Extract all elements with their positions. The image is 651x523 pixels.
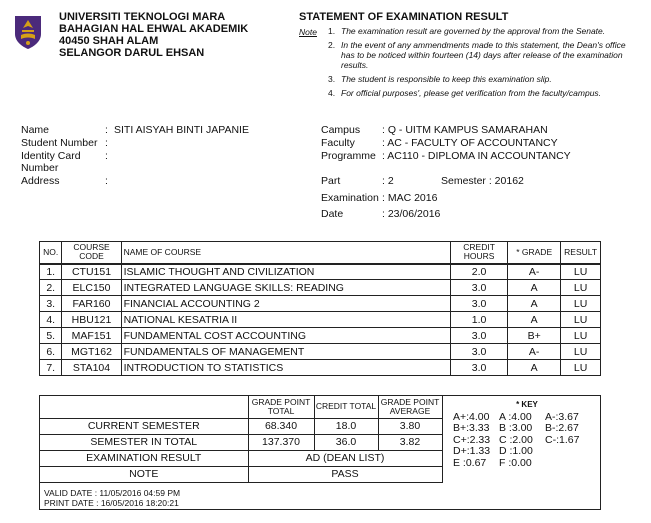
course-code: HBU121 [62,312,121,328]
course-name: FUNDAMENTAL COST ACCOUNTING [121,328,450,344]
dates-block [44,488,180,508]
current-gp-total: 68.340 [248,418,314,434]
course-credit: 3.0 [451,296,508,312]
note-item: 1. The examination result are governed by the approval from the Senate. [328,26,606,36]
course-no: 1. [40,264,62,280]
print-date: PRINT DATE : 16/05/2016 18:20:21 [44,498,179,508]
university-line: BAHAGIAN HAL EHWAL AKADEMIK [59,23,249,35]
name-label: Name [21,124,50,136]
header-no: NO. [40,242,62,264]
examination-label: Examination [321,192,379,204]
course-no: 6. [40,344,62,360]
course-name: FUNDAMENTALS OF MANAGEMENT [121,344,450,360]
course-code: ELC150 [62,280,121,296]
summary-blank-header [40,396,248,418]
table-row [40,296,601,312]
course-grade: B+ [508,328,561,344]
current-gpa: 3.80 [378,418,442,434]
colon: : [105,124,108,136]
course-grade: A- [508,344,561,360]
courses-table [39,241,601,376]
course-name: FINANCIAL ACCOUNTING 2 [121,296,450,312]
course-result: LU [561,280,601,296]
current-semester-row [40,418,442,434]
course-code: MGT162 [62,344,121,360]
course-no: 3. [40,296,62,312]
courses-header-row [40,242,601,264]
course-result: LU [561,344,601,360]
course-grade: A [508,360,561,376]
course-name: ISLAMIC THOUGHT AND CIVILIZATION [121,264,450,280]
semester-total-row [40,434,442,450]
course-credit: 3.0 [451,280,508,296]
student-number-label: Student Number [21,137,98,149]
part-label: Part [321,175,341,187]
course-result: LU [561,296,601,312]
course-code: CTU151 [62,264,121,280]
total-cgpa: 3.82 [378,434,442,450]
course-credit: 1.0 [451,312,508,328]
key-row: A+:4.00 A :4.00 A-:3.67 [453,410,579,423]
course-grade: A [508,280,561,296]
colon: : [105,137,108,149]
course-no: 4. [40,312,62,328]
course-result: LU [561,264,601,280]
total-credit-total: 36.0 [314,434,378,450]
note-label-cell: NOTE [40,466,248,482]
summary-table [40,396,443,483]
course-no: 7. [40,360,62,376]
table-row [40,344,601,360]
exam-result-value: AD (DEAN LIST) [248,450,442,466]
course-name: INTEGRATED LANGUAGE SKILLS: READING [121,280,450,296]
note-value: PASS [248,466,442,482]
identity-card-label-2: Number [21,162,59,174]
course-credit: 3.0 [451,360,508,376]
university-address [59,11,248,59]
course-code: STA104 [62,360,121,376]
key-row: C+:2.33 C :2.00 C-:1.67 [453,433,580,446]
key-row: D+:1.33 D :1.00 [453,445,533,457]
part-value: : 2 [382,175,394,187]
course-name: NATIONAL KESATRIA II [121,312,450,328]
note-item: 3. The student is responsible to keep this examination slip. [328,74,552,84]
summary-box [39,395,601,510]
header-grade: * GRADE [508,242,561,264]
university-line: SELANGOR DARUL EHSAN [59,47,205,59]
course-result: LU [561,328,601,344]
examination-value: : MAC 2016 [382,192,438,204]
header-credit-hours: CREDIT HOURS [451,242,508,264]
total-gp-total: 137.370 [248,434,314,450]
note-item: 4. For official purposes', please get verification from the faculty/campus. [328,88,602,98]
course-result: LU [561,312,601,328]
key-row: B+:3.33 B :3.00 B-:2.67 [453,422,579,434]
name-value: SITI AISYAH BINTI JAPANIE [114,124,249,136]
semester-total-label: SEMESTER IN TOTAL [40,434,248,450]
exam-result-label: EXAMINATION RESULT [40,450,248,466]
header-grade-point-average: GRADE POINT AVERAGE [378,396,442,418]
course-credit: 3.0 [451,328,508,344]
course-name: INTRODUCTION TO STATISTICS [121,360,450,376]
course-grade: A- [508,264,561,280]
table-row [40,360,601,376]
date-label: Date [321,208,344,220]
faculty-value: : AC - FACULTY OF ACCOUNTANCY [382,137,558,149]
header-course-name: NAME OF COURSE [121,242,450,264]
grade-key [453,399,601,469]
faculty-label: Faculty [321,137,355,149]
course-credit: 3.0 [451,344,508,360]
course-credit: 2.0 [451,264,508,280]
current-semester-label: CURRENT SEMESTER [40,418,248,434]
table-row [40,312,601,328]
colon: : [105,175,108,187]
programme-label: Programme [321,150,376,162]
key-title: * KEY [516,400,538,409]
uitm-logo [13,14,43,50]
table-row [40,328,601,344]
address-label: Address [21,175,60,187]
current-credit-total: 18.0 [314,418,378,434]
semester-label: Semester : 20162 [441,175,524,187]
statement-title: STATEMENT OF EXAMINATION RESULT [299,11,509,23]
university-line: 40450 SHAH ALAM [59,35,159,47]
key-row: E :0.67 F :0.00 [453,456,532,469]
course-no: 2. [40,280,62,296]
identity-card-label: Identity Card [21,150,81,162]
table-row [40,280,601,296]
student-info [21,124,301,194]
note-row [40,466,442,482]
course-no: 5. [40,328,62,344]
table-row [40,264,601,280]
notes-list [328,26,638,102]
course-code: FAR160 [62,296,121,312]
exam-result-row [40,450,442,466]
campus-value: : Q - UITM KAMPUS SAMARAHAN [382,124,548,136]
header-course-code: COURSE CODE [62,242,121,264]
campus-label: Campus [321,124,361,136]
programme-value: : AC110 - DIPLOMA IN ACCOUNTANCY [382,150,571,162]
course-code: MAF151 [62,328,121,344]
valid-date: VALID DATE : 11/05/2016 04:59 PM [44,488,181,498]
note-item: 2. In the event of any ammendments made to this statement, the Dean's office has to be noticed within fourteen (14) days after release of the examination results. [328,40,626,70]
note-label: Note [299,27,317,37]
header-credit-total: CREDIT TOTAL [314,396,378,418]
course-grade: A [508,296,561,312]
date-value: : 23/06/2016 [382,208,441,220]
university-line: UNIVERSITI TEKNOLOGI MARA [59,11,226,23]
course-result: LU [561,360,601,376]
header-grade-point-total: GRADE POINT TOTAL [248,396,314,418]
course-grade: A [508,312,561,328]
campus-info [321,124,621,224]
header-result: RESULT [561,242,601,264]
summary-header-row [40,396,442,418]
colon: : [105,150,108,162]
